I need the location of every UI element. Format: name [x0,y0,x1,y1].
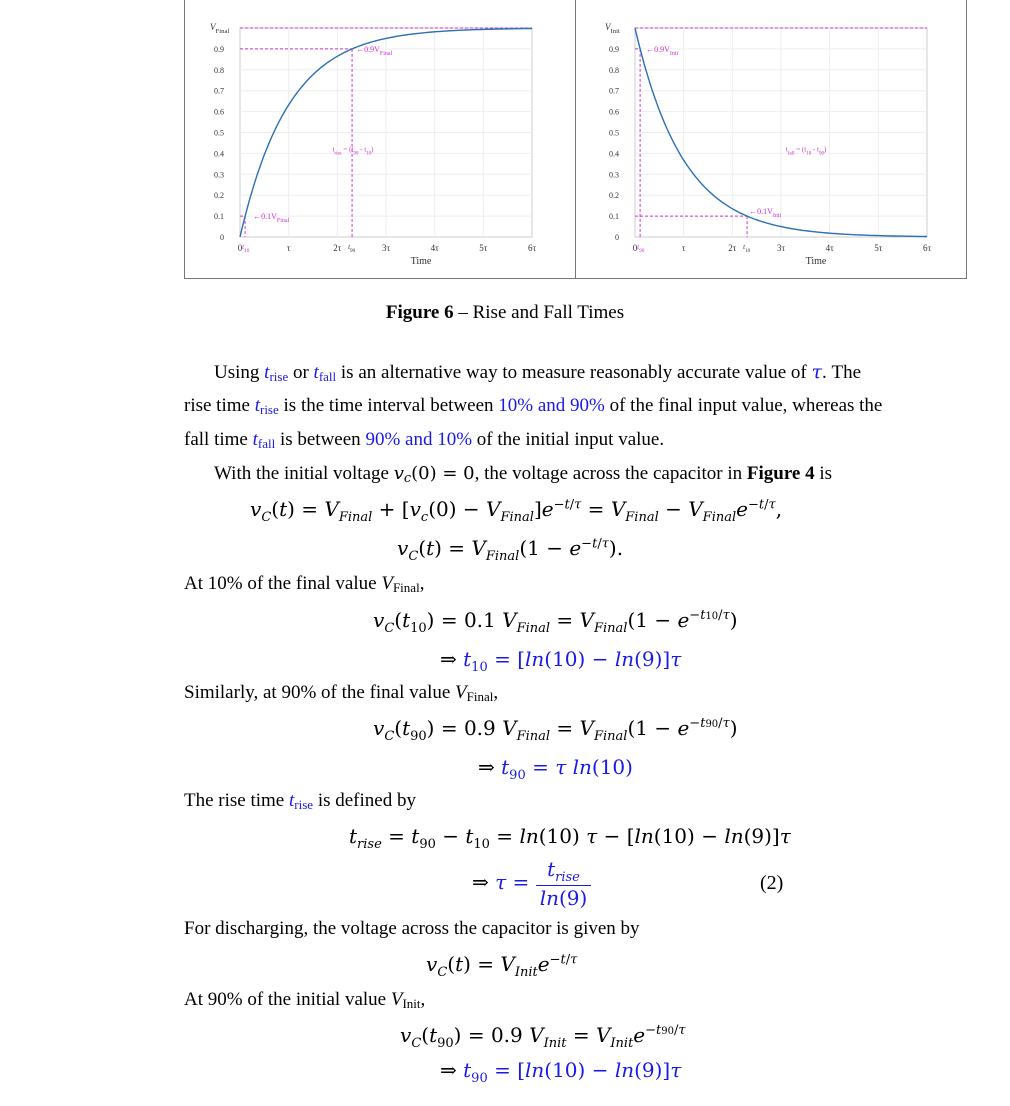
equation-t90-result: ⇒ $t_{90} = \tau$ ln(10) [478,755,633,783]
y-tick-label: 0.1 [214,212,224,222]
x-tick-label: 6τ [922,243,932,253]
rise-equation: $t_{rise} = (t_{90} - t_{10})$ [332,145,374,156]
rise-time-line: The rise time trise is defined by [184,790,416,812]
y-tick-label: 0.9 [609,44,619,54]
x-tick-label: 5τ [874,243,883,253]
equation-t90: $v_C(t_{90}) = 0.9$ $V_{Final} = V_{Final}(1 - e^{-t90/\tau})$ [373,716,738,744]
y-tick-label: 0.3 [214,170,224,180]
x-tick-label: 6τ [527,243,537,253]
y-tick-label: 0.8 [609,65,619,75]
y-tick-label: 0.2 [609,191,619,201]
x-tick-label: 4τ [430,243,439,253]
at-10-line: At 10% of the final value VFinal, [184,573,425,595]
y-top-label: $V_{Final}$ [210,22,230,35]
x-tick-label: 3τ [381,243,391,253]
caption-rest: – Rise and Fall Times [453,302,625,323]
annotation-01: $\leftarrow 0.1V_{Final}$ [253,212,290,225]
equation-t10: $v_C(t_{10}) = 0.1$ $V_{Final} = V_{Final}(1 - e^{-t10/\tau})$ [373,608,738,636]
x-tick-label: 4τ [825,243,834,253]
x-tick-label: 0 [632,243,638,253]
discharging-line: For discharging, the voltage across the capacitor is given by [184,918,640,939]
y-tick-label: 0.2 [214,191,224,201]
y-tick-label: 0.5 [214,128,224,138]
x-tick-label: τ [286,243,291,253]
equation-discharge-t90-result: ⇒ $t_{90} = [\ln(10) - \ln(9)]\tau$ [440,1058,682,1086]
y-tick-label: 0 [220,233,224,242]
equation-tau-from-trise: ⇒ τ = $\frac{t_{rise}}{\ln(9)}$ [472,857,591,910]
equation-trise: $t_{rise} = t_{90} - t_{10} = \ln(10) \tau - [\ln(10) - \ln(9)]\tau$ [349,824,791,852]
annotation-09: $\leftarrow 0.9V_{Final}$ [356,44,393,57]
equation-vc-charge: $v_C(t) = V_{Final}(1 - e^{-t/\tau})$. [397,536,624,564]
x-tick-label: 2τ [333,243,342,253]
equation-t10-result: ⇒ $t_{10} = [\ln(10) - \ln(9)]\tau$ [440,647,682,675]
equation-number: (2) [760,872,784,894]
y-tick-label: 0.7 [609,86,619,96]
equation-vc-discharge: $v_C(t) = V_{Init}e^{-t/\tau}$ [426,952,578,980]
fall-equation: $t_{fall} = (t_{10} - t_{90})$ [785,145,827,156]
annotation-01: $\leftarrow 0.1V_{Init}$ [749,207,782,220]
paragraph-line-2: rise time trise is the time interval between 10% and 90% of the final input value, whereas the [184,395,883,417]
at-90-line: At 90% of the initial value VInit, [184,989,426,1011]
y-tick-label: 0.4 [214,149,224,159]
y-top-label: $V_{Init}$ [605,22,620,35]
t90-tick-label: $t_{90}$ [348,243,356,254]
t10-tick-label: $t_{10}$ [743,243,751,254]
x-tick-label: 2τ [728,243,737,253]
x-axis-label: Time [410,256,432,267]
figure-caption [0,302,1010,324]
y-tick-label: 0.7 [214,86,224,96]
y-tick-label: 0 [615,233,619,242]
equation-vc-general: $v_C(t) = V_{Final} + [v_c(0) - V_{Final}]e^{-t/\tau} = V_{Final} - V_{Final}e^{-t/\tau}$, [250,497,783,525]
x-tick-label: 5τ [479,243,488,253]
x-tick-label: τ [681,243,686,253]
annotation-09: $\leftarrow 0.9V_{Init}$ [646,44,679,57]
rise-time-chart [210,22,536,267]
paragraph-line-4: With the initial voltage vc(0) = 0, the voltage across the capacitor in Figure 4 is [214,463,833,486]
x-tick-label: 0 [237,243,243,253]
x-axis-label: Time [805,256,827,267]
equation-discharge-t90: $v_C(t_{90}) = 0.9$ $V_{Init} = V_{Init}e^{-t90/\tau}$ [400,1023,686,1051]
y-tick-label: 0.4 [609,149,619,159]
t10-tick-label: $t_{10}$ [242,243,250,254]
paragraph-line-3: fall time tfall is between 90% and 10% of the initial input value. [184,429,665,451]
y-tick-label: 0.9 [214,44,224,54]
fall-time-chart [605,22,931,267]
t90-tick-label: $t_{90}$ [637,243,645,254]
y-tick-label: 0.5 [609,128,619,138]
caption-bold: Figure 6 [385,302,454,323]
similarly-line: Similarly, at 90% of the final value VFinal, [184,682,499,704]
y-tick-label: 0.6 [214,107,224,117]
figure-6-charts [184,0,967,279]
x-tick-label: 3τ [776,243,786,253]
paragraph-line-1: Using trise or tfall is an alternative way to measure reasonably accurate value of τ. The [214,361,862,384]
y-tick-label: 0.8 [214,65,224,75]
y-tick-label: 0.6 [609,107,619,117]
y-tick-label: 0.1 [609,212,619,222]
y-tick-label: 0.3 [609,170,619,180]
